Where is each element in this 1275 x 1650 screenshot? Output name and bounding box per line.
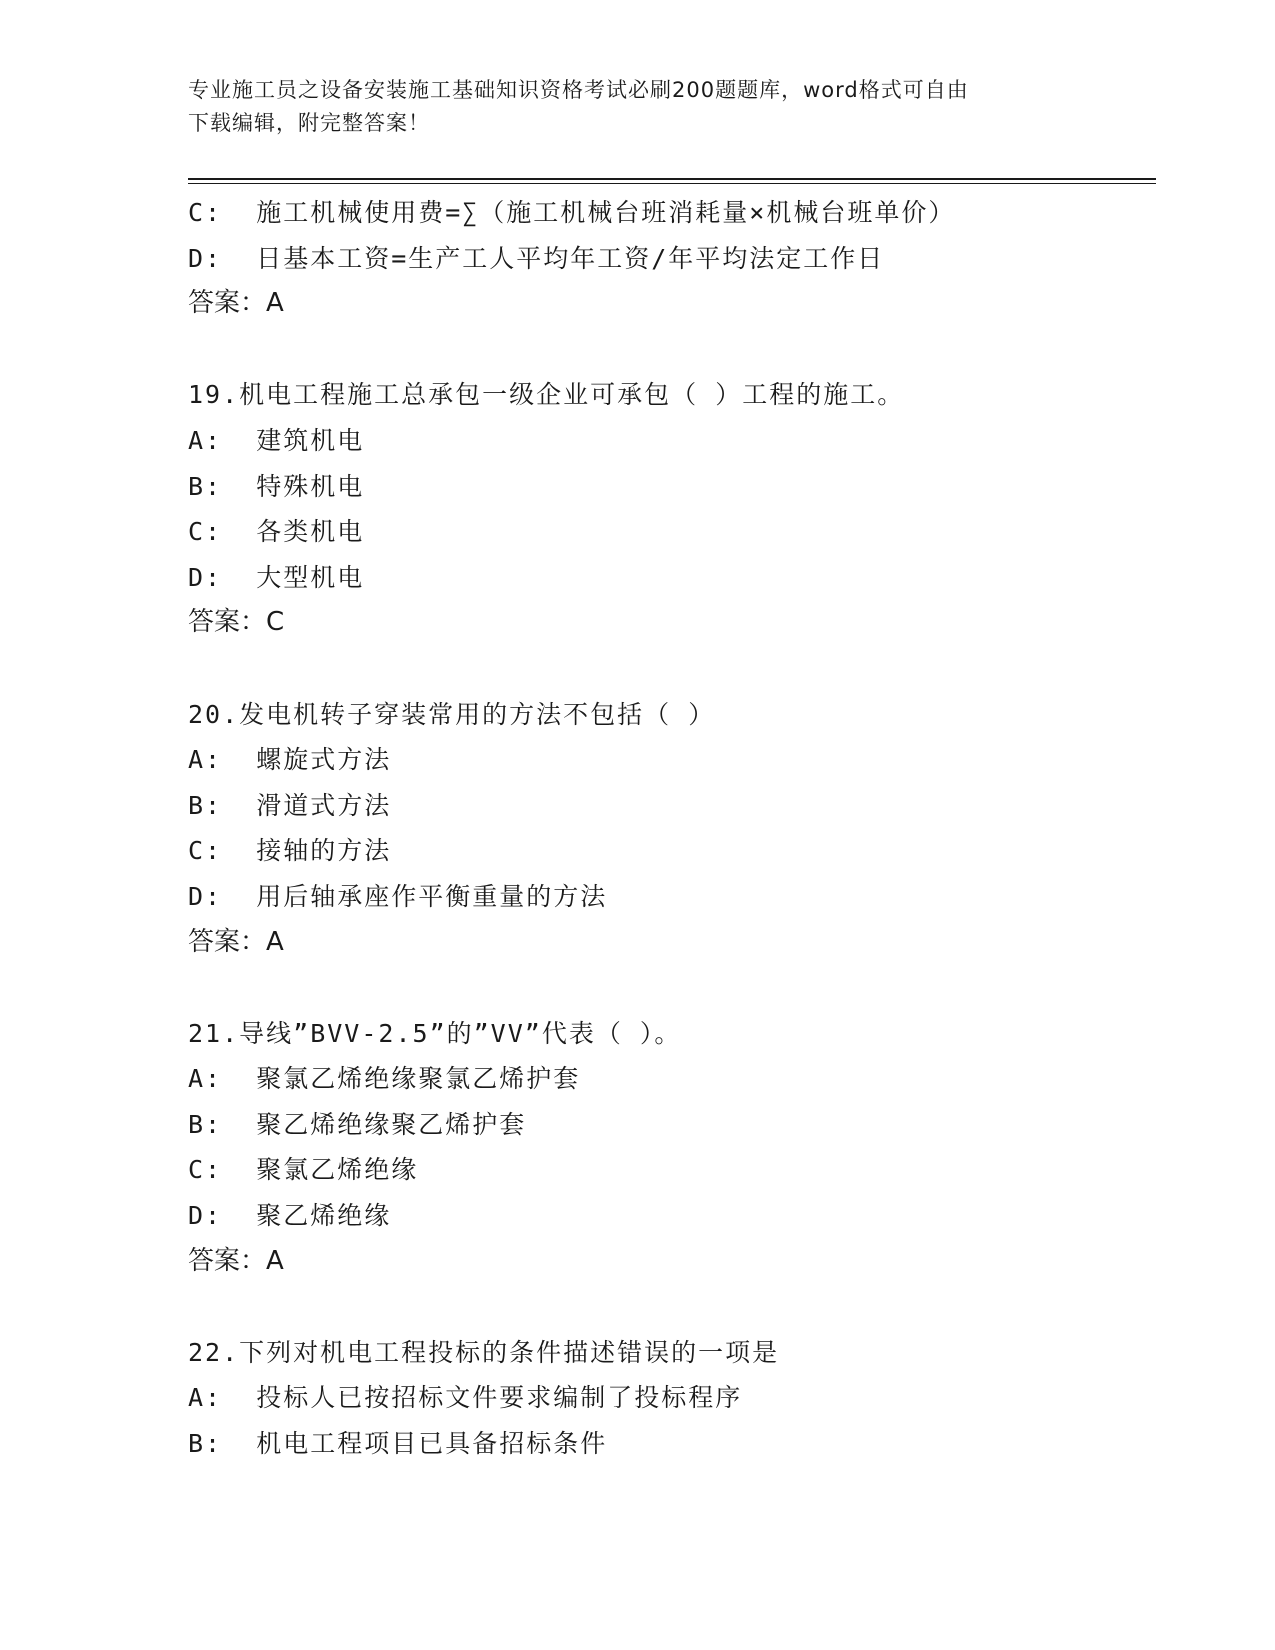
question-list	[188, 190, 1156, 1467]
spacer	[188, 646, 1156, 692]
option-a: A: 建筑机电	[188, 425, 365, 455]
answer-line: 答案：A	[188, 1245, 284, 1276]
option-a: A: 投标人已按招标文件要求编制了投标程序	[188, 1383, 743, 1413]
question-18-tail	[188, 190, 1156, 327]
answer-line: 答案：A	[188, 926, 284, 957]
question-text: 21.导线”BVV-2.5”的”VV”代表（ ）。	[188, 1018, 682, 1048]
question-text: 22.下列对机电工程投标的条件描述错误的一项是	[188, 1337, 780, 1367]
spacer	[188, 965, 1156, 1011]
document-header	[188, 74, 1068, 140]
spacer	[188, 327, 1156, 373]
header-line-1: 专业施工员之设备安装施工基础知识资格考试必刷200题题库，word格式可自由	[188, 78, 969, 102]
spacer	[188, 1284, 1156, 1330]
answer-line: 答案：C	[188, 607, 285, 638]
option-d: D: 大型机电	[188, 562, 365, 592]
header-line-2: 下载编辑，附完整答案！	[188, 111, 430, 135]
option-c: C: 接轴的方法	[188, 836, 392, 866]
option-b: B: 滑道式方法	[188, 790, 392, 820]
option-c: C: 施工机械使用费=∑（施工机械台班消耗量×机械台班单价）	[188, 198, 956, 227]
question-22	[188, 1330, 1156, 1467]
header-divider-thick	[188, 178, 1156, 180]
header-divider-thin	[188, 183, 1156, 184]
question-20	[188, 692, 1156, 966]
option-b: B: 聚乙烯绝缘聚乙烯护套	[188, 1109, 527, 1139]
option-c: C: 聚氯乙烯绝缘	[188, 1155, 419, 1185]
question-19	[188, 372, 1156, 646]
option-a: A: 聚氯乙烯绝缘聚氯乙烯护套	[188, 1064, 581, 1094]
option-d: D: 聚乙烯绝缘	[188, 1201, 392, 1231]
question-21	[188, 1011, 1156, 1285]
option-b: B: 特殊机电	[188, 471, 365, 501]
answer-line: 答案：A	[188, 288, 284, 319]
option-b: B: 机电工程项目已具备招标条件	[188, 1429, 608, 1459]
option-d: D: 用后轴承座作平衡重量的方法	[188, 881, 608, 911]
option-c: C: 各类机电	[188, 517, 365, 547]
option-d: D: 日基本工资=生产工人平均年工资/年平均法定工作日	[188, 243, 885, 273]
question-text: 20.发电机转子穿装常用的方法不包括（ ）	[188, 699, 716, 729]
question-text: 19.机电工程施工总承包一级企业可承包（ ）工程的施工。	[188, 380, 905, 410]
option-a: A: 螺旋式方法	[188, 745, 392, 775]
